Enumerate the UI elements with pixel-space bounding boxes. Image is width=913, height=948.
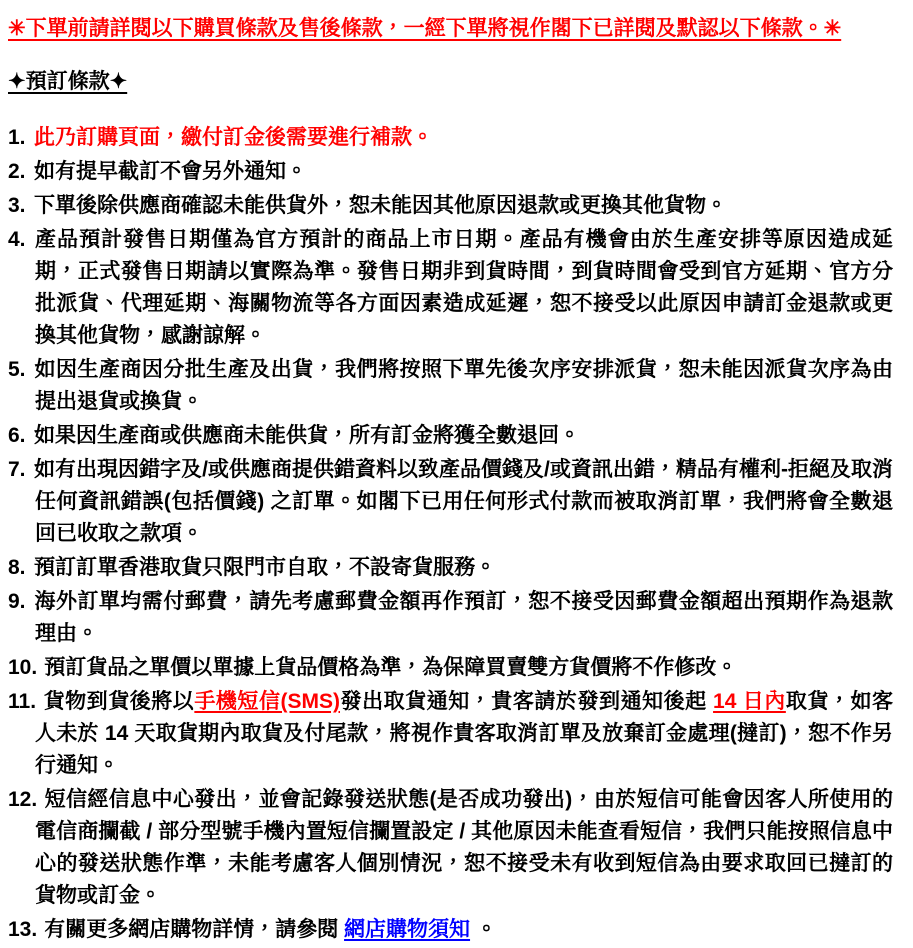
term-number: 2. [8, 160, 26, 183]
term-number: 5. [8, 358, 26, 381]
term-text: 取貨，如客人未於 14 天取貨期內取貨及付尾款，將視作貴客取消訂單及放棄訂金處理(撻訂)，恕不作另行通知。 [35, 690, 894, 777]
term-item [8, 652, 893, 684]
term-item [8, 586, 893, 650]
term-number: 13. [8, 918, 38, 941]
term-item [8, 224, 893, 352]
term-text: 如因生產商因分批生產及出貨，我們將按照下單先後次序安排派貨，恕未能因派貨次序為由提出退貨或換貨。 [34, 358, 893, 413]
term-item [8, 686, 893, 782]
term-number: 7. [8, 458, 26, 481]
section-title-preorder-terms: ✦預訂條款✦ [8, 70, 128, 93]
term-item [8, 190, 893, 222]
term-item [8, 454, 893, 550]
pre-order-notice-banner: ✳︎下單前請詳閱以下購買條款及售後條款，一經下單將視作閣下已詳閱及默認以下條款。✳︎ [8, 17, 842, 40]
term-number: 12. [8, 788, 38, 811]
term-number: 10. [8, 656, 38, 679]
term-text: 如有提早截訂不會另外通知。 [34, 160, 307, 183]
term-text: 有關更多網店購物詳情，請參閱 [44, 918, 345, 941]
terms-list [8, 122, 893, 946]
term-item [8, 122, 893, 154]
term-text: 產品預計發售日期僅為官方預計的商品上市日期。產品有機會由於生產安排等原因造成延期，正式發售日期請以實際為準。發售日期非到貨時間，到貨時間會受到官方延期、官方分批派貨、代理延期、海關物流等各方面因素造成延遲，恕不接受以此原因申請訂金退款或更換其他貨物，感謝諒解。 [34, 228, 893, 347]
term-number: 8. [8, 556, 26, 579]
term-number: 4. [8, 228, 26, 251]
term-text: 如果因生產商或供應商未能供貨，所有訂金將獲全數退回。 [34, 424, 580, 447]
term-text: 預訂訂單香港取貨只限門市自取，不設寄貨服務。 [34, 556, 496, 579]
term-text: 下單後除供應商確認未能供貨外，恕未能因其他原因退款或更換其他貨物。 [34, 194, 727, 217]
store-policy-link[interactable]: 網店購物須知 [344, 918, 471, 941]
term-text: 海外訂單均需付郵費，請先考慮郵費金額再作預訂，恕不接受因郵費金額超出預期作為退款理由。 [34, 590, 893, 645]
term-item [8, 354, 893, 418]
term-item [8, 784, 893, 912]
term-text: 發出取貨通知，貴客請於發到通知後起 [340, 690, 714, 713]
term-number: 6. [8, 424, 26, 447]
term-text: 預訂貨品之單價以單據上貨品價格為準，為保障買賣雙方貨價將不作修改。 [44, 656, 738, 679]
term-number: 1. [8, 126, 26, 149]
term-item [8, 156, 893, 188]
term-text: 。 [470, 918, 497, 941]
term-text: 如有出現因錯字及/或供應商提供錯資料以致產品價錢及/或資訊出錯，精品有權利-拒絕及取消任何資訊錯誤(包括價錢) 之訂單。如閣下已用任何形式付款而被取消訂單，我們將會全數退回已收取之款項。 [34, 458, 893, 545]
term-text: 短信經信息中心發出，並會記錄發送狀態(是否成功發出)，由於短信可能會因客人所使用的電信商攔截 / 部分型號手機內置短信攔置設定 / 其他原因未能查看短信，我們只能按照信息中心的發送狀態作準，未能考慮客人個別情況，恕不接受未有收到短信為由要求取回已撻訂的貨物或訂金。 [35, 788, 893, 907]
term-text: 貨物到貨後將以 [43, 690, 195, 713]
term-number: 11. [8, 690, 37, 713]
term-item [8, 552, 893, 584]
term-item [8, 420, 893, 452]
sms-highlight: 手機短信(SMS) [194, 690, 340, 713]
term-number: 9. [8, 590, 26, 613]
term-item [8, 914, 893, 946]
term-number: 3. [8, 194, 26, 217]
deposit-balance-warning: 此乃訂購頁面，繳付訂金後需要進行補款。 [34, 126, 433, 149]
pickup-deadline-highlight: 14 日內 [713, 690, 786, 713]
